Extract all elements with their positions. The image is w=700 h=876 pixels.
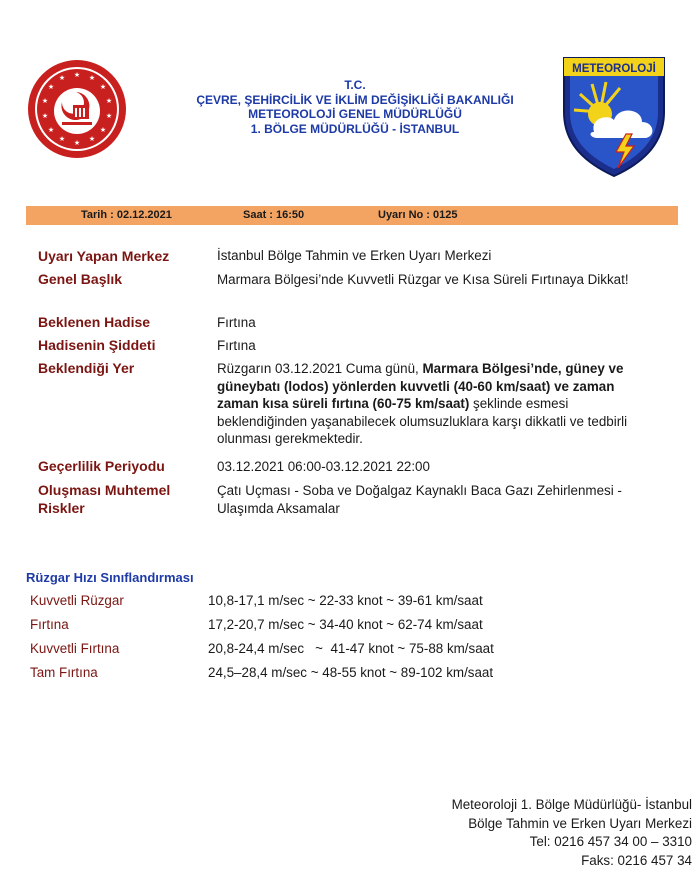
svg-text:★: ★ (73, 71, 81, 79)
warning-number: Uyarı No : 0125 (378, 209, 458, 221)
field-value-location (217, 360, 657, 448)
svg-text:METEOROLOJİ: METEOROLOJİ (572, 63, 656, 75)
footer-line-center: Bölge Tahmin ve Erken Uyarı Merkezi (468, 815, 692, 831)
field-label-risks (38, 481, 170, 517)
svg-text:★: ★ (47, 83, 55, 91)
field-label-validity: Geçerlilik Periyodu (38, 458, 165, 474)
ministry-logo (26, 58, 128, 160)
header-line-tc: T.C. (344, 78, 366, 92)
field-label-center: Uyarı Yapan Merkez (38, 248, 170, 264)
svg-text:★: ★ (58, 74, 66, 82)
field-value-event: Fırtına (217, 315, 256, 330)
risk-label-line2: Riskler (38, 500, 85, 516)
location-text-1: Rüzgarın 03.12.2021 Cuma günü, (217, 361, 423, 376)
field-label-severity: Hadisenin Şiddeti (38, 337, 156, 353)
field-value-title: Marmara Bölgesi’nde Kuvvetli Rüzgar ve Kısa Süreli Fırtınaya Dikkat! (217, 272, 629, 287)
field-value-risks: Çatı Uçması - Soba ve Doğalgaz Kaynaklı Baca Gazı Zehirlenmesi - Ulaşımda Aksamalar (217, 483, 622, 516)
wind-row-value: 17,2-20,7 m/sec ~ 34-40 knot ~ 62-74 km/saat (208, 617, 483, 632)
svg-text:★: ★ (41, 112, 49, 120)
svg-text:★: ★ (105, 112, 113, 120)
svg-text:★: ★ (88, 135, 96, 143)
wind-row-name: Kuvvetli Rüzgar (30, 593, 124, 608)
field-label-event: Beklenen Hadise (38, 314, 151, 330)
header-line-directorate: METEOROLOJİ GENEL MÜDÜRLÜĞÜ (248, 107, 462, 121)
header-title-block (170, 78, 540, 136)
svg-text:★: ★ (99, 83, 107, 91)
svg-text:★: ★ (41, 97, 49, 105)
location-text-2: şeklinde esmesi beklendiğinden yaşanabilecek olumsuzluklara karşı dikkatli ve tedbirli olunması gerekmektedir. (217, 396, 628, 446)
wind-row-value: 10,8-17,1 m/sec ~ 22-33 knot ~ 39-61 km/saat (208, 593, 483, 608)
wind-row-name: Fırtına (30, 617, 69, 632)
wind-row-name: Kuvvetli Fırtına (30, 641, 120, 656)
date-label: Tarih : 02.12.2021 (81, 209, 172, 221)
info-bar (26, 206, 678, 225)
footer-line-fax: Faks: 0216 457 34 (581, 852, 692, 868)
wind-row-name: Tam Fırtına (30, 665, 98, 680)
header-line-region: 1. BÖLGE MÜDÜRLÜĞÜ - İSTANBUL (250, 121, 460, 136)
svg-text:★: ★ (99, 126, 107, 134)
footer-line-directorate: Meteoroloji 1. Bölge Müdürlüğü- İstanbul (451, 797, 692, 812)
time-label: Saat : 16:50 (243, 209, 305, 221)
svg-text:★: ★ (47, 126, 55, 134)
svg-text:★: ★ (58, 135, 66, 143)
wind-row-value: 24,5–28,4 m/sec ~ 48-55 knot ~ 89-102 km/saat (208, 665, 494, 680)
footer-contact (452, 796, 692, 870)
svg-text:★: ★ (73, 139, 81, 147)
field-value-validity: 03.12.2021 06:00-03.12.2021 22:00 (217, 459, 430, 474)
header-line-ministry: ÇEVRE, ŞEHİRCİLİK VE İKLİM DEĞİŞİKLİĞİ BAKANLIĞI (196, 92, 514, 107)
field-label-title: Genel Başlık (38, 271, 123, 287)
svg-text:★: ★ (105, 97, 113, 105)
wind-row-value: 20,8-24,4 m/sec ~ 41-47 knot ~ 75-88 km/saat (208, 641, 494, 656)
footer-line-phone: Tel: 0216 457 34 00 – 3310 (529, 834, 692, 849)
wind-classification-title: Rüzgar Hızı Sınıflandırması (26, 570, 194, 585)
meteoroloji-logo (560, 54, 668, 180)
svg-text:★: ★ (88, 74, 96, 82)
field-value-severity: Fırtına (217, 338, 256, 353)
risk-label-line1: Oluşması Muhtemel (38, 482, 171, 498)
field-label-location: Beklendiği Yer (38, 360, 135, 376)
location-text-bold: Marmara Bölgesi’nde, güney ve güneybatı (lodos) yönlerden kuvvetli (40-60 km/saat) ve zaman zaman kısa süreli fırtına (60-75 km/saat) (217, 361, 624, 411)
field-value-center: İstanbul Bölge Tahmin ve Erken Uyarı Merkezi (217, 248, 492, 263)
